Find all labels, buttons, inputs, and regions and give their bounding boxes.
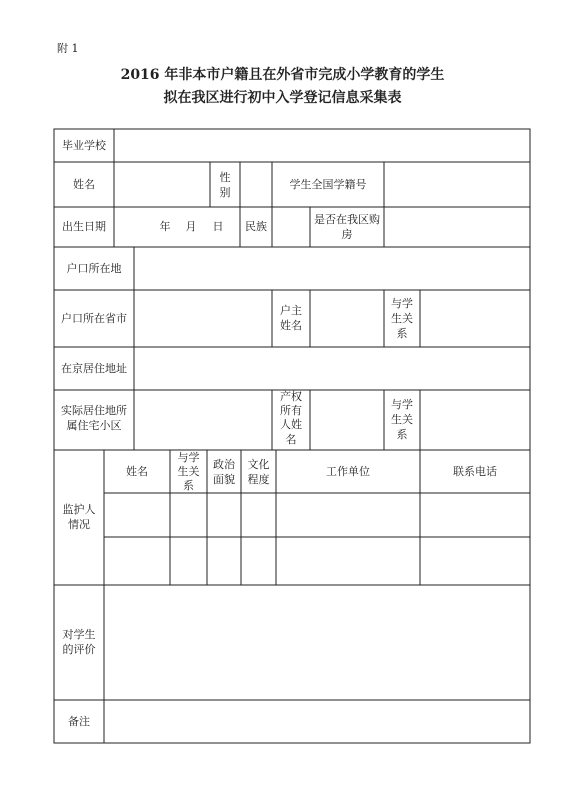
label-guardian-relation-bottom: 系 <box>183 479 194 492</box>
hukou-province-field[interactable] <box>136 292 270 345</box>
guardian-1-education-field[interactable] <box>243 495 274 535</box>
gender-field[interactable] <box>242 164 270 205</box>
label-graduation-school: 毕业学校 <box>62 139 106 152</box>
label-evaluation-top: 对学生 <box>62 628 96 641</box>
label-relation-mid: 生关 <box>391 312 413 325</box>
guardian-2-phone-field[interactable] <box>422 539 528 583</box>
owner-relation-field[interactable] <box>422 392 528 448</box>
label-actual-address-top: 实际居住地所 <box>61 404 127 417</box>
guardian-2-education-field[interactable] <box>243 539 274 583</box>
label-own-house-bottom: 房 <box>341 228 353 241</box>
guardian-2-relation-field[interactable] <box>172 539 205 583</box>
form-title-line-1: 2016 年非本市户籍且在外省市完成小学教育的学生 <box>120 67 445 83</box>
label-student-id: 学生全国学籍号 <box>289 178 367 191</box>
label-own-house-top: 是否在我区购 <box>314 213 380 226</box>
label-ethnicity: 民族 <box>245 220 267 233</box>
label-relation-top: 与学 <box>391 297 413 310</box>
label-year: 年 <box>159 220 171 233</box>
actual-address-field[interactable] <box>136 392 270 448</box>
guardian-1-political-field[interactable] <box>209 495 239 535</box>
guardian-1-work-field[interactable] <box>278 495 418 535</box>
label-guardian-education-bottom: 程度 <box>247 473 270 486</box>
label-remarks: 备注 <box>68 715 90 728</box>
label-relation2-top: 与学 <box>391 398 413 411</box>
label-relation-bottom: 系 <box>396 327 408 340</box>
label-gender-bottom: 别 <box>219 186 231 199</box>
label-relation2-mid: 生关 <box>391 413 413 426</box>
label-day: 日 <box>212 220 224 233</box>
guardian-2-political-field[interactable] <box>209 539 239 583</box>
guardian-1-relation-field[interactable] <box>172 495 205 535</box>
label-relation2-bottom: 系 <box>396 428 408 441</box>
label-guardian-name: 姓名 <box>126 465 148 478</box>
name-field[interactable] <box>116 164 208 205</box>
label-owner-3: 人姓 <box>280 418 302 431</box>
ethnicity-field[interactable] <box>274 209 308 245</box>
student-id-field[interactable] <box>386 164 528 205</box>
label-guardian-top: 监护人 <box>62 503 96 516</box>
label-guardian-phone: 联系电话 <box>453 465 497 478</box>
label-gender-top: 性 <box>219 171 231 184</box>
label-birth-date: 出生日期 <box>62 220 106 233</box>
label-owner-1: 产权 <box>280 390 302 403</box>
hukou-location-field[interactable] <box>136 249 528 288</box>
label-owner-2: 所有 <box>280 404 302 417</box>
property-owner-field[interactable] <box>312 392 382 448</box>
label-evaluation-bottom: 的评价 <box>62 643 96 656</box>
label-householder-top: 户主 <box>280 304 302 317</box>
label-actual-address-bottom: 属住宅小区 <box>66 419 122 432</box>
guardian-1-phone-field[interactable] <box>422 495 528 535</box>
beijing-address-field[interactable] <box>136 349 528 388</box>
label-hukou-location: 户口所在地 <box>66 262 122 275</box>
own-house-field[interactable] <box>386 209 528 245</box>
label-guardian-relation-mid: 生关 <box>177 465 200 478</box>
label-guardian-political-top: 政治 <box>213 458 235 471</box>
evaluation-field[interactable] <box>106 587 528 698</box>
label-guardian-education-top: 文化 <box>247 458 270 471</box>
annex-label: 附 1 <box>57 42 79 55</box>
guardian-1-name-field[interactable] <box>106 495 168 535</box>
label-guardian-relation-top: 与学 <box>177 451 200 464</box>
label-name: 姓名 <box>73 178 95 191</box>
label-householder-bottom: 姓名 <box>280 319 302 332</box>
label-guardian-work: 工作单位 <box>326 465 370 478</box>
householder-relation-field[interactable] <box>422 292 528 345</box>
label-guardian-bottom: 情况 <box>68 518 90 531</box>
label-month: 月 <box>185 220 197 233</box>
label-beijing-address: 在京居住地址 <box>61 362 127 375</box>
form-title-line-2: 拟在我区进行初中入学登记信息采集表 <box>163 90 402 106</box>
guardian-2-work-field[interactable] <box>278 539 418 583</box>
label-hukou-province: 户口所在省市 <box>61 312 127 325</box>
guardian-2-name-field[interactable] <box>106 539 168 583</box>
householder-field[interactable] <box>312 292 382 345</box>
label-owner-4: 名 <box>285 433 297 446</box>
graduation-school-field[interactable] <box>116 131 528 160</box>
remarks-field[interactable] <box>106 702 528 741</box>
label-guardian-political-bottom: 面貌 <box>213 473 235 486</box>
